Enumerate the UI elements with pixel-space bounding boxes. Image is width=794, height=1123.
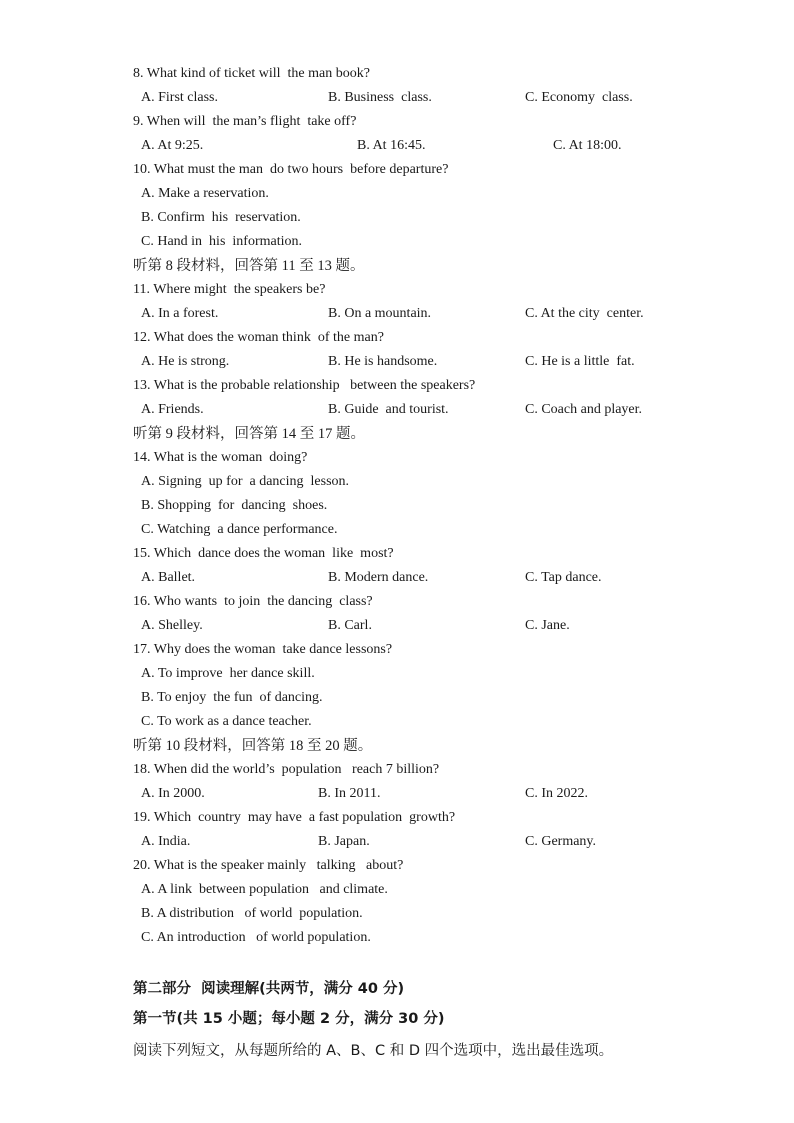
q13-option-b: B. Guide and tourist. xyxy=(328,402,449,417)
q11-option-a: A. In a forest. xyxy=(141,306,219,321)
q17-option-a: A. To improve her dance skill. xyxy=(141,666,315,681)
q11-option-b: B. On a mountain. xyxy=(328,306,432,321)
q8-option-b: B. Business class. xyxy=(328,90,432,105)
question-17: 17. Why does the woman take dance lessons? xyxy=(133,642,393,657)
question-9: 9. When will the man’s flight take off? xyxy=(133,114,357,129)
q16-option-a: A. Shelley. xyxy=(141,618,203,633)
q17-option-b: B. To enjoy the fun of dancing. xyxy=(141,690,323,705)
q10-option-b: B. Confirm his reservation. xyxy=(141,210,301,225)
q8-option-a: A. First class. xyxy=(141,90,218,105)
q14-option-b: B. Shopping for dancing shoes. xyxy=(141,498,328,513)
q18-option-c: C. In 2022. xyxy=(525,786,588,801)
q12-option-c: C. He is a little fat. xyxy=(525,354,635,369)
q12-option-b: B. He is handsome. xyxy=(328,354,438,369)
q16-option-c: C. Jane. xyxy=(525,618,570,633)
q13-option-a: A. Friends. xyxy=(141,402,204,417)
question-20: 20. What is the speaker mainly talking about? xyxy=(133,858,404,873)
q10-option-c: C. Hand in his information. xyxy=(141,234,302,249)
question-12: 12. What does the woman think of the man? xyxy=(133,330,384,345)
q15-option-a: A. Ballet. xyxy=(141,570,196,585)
question-10: 10. What must the man do two hours before departure? xyxy=(133,162,449,177)
reading-instruction: 阅读下列短文，从每题所给的 A、B、C 和 D 四个选项中，选出最佳选项。 xyxy=(133,1043,614,1059)
q19-option-b: B. Japan. xyxy=(318,834,370,849)
q10-option-a: A. Make a reservation. xyxy=(141,186,269,201)
question-18: 18. When did the world’s population reach 7 billion? xyxy=(133,762,440,777)
q20-option-c: C. An introduction of world population. xyxy=(141,930,371,945)
section-10-instruction: 听第 10 段材料，回答第 18 至 20 题。 xyxy=(133,738,373,754)
q8-option-c: C. Economy class. xyxy=(525,90,633,105)
q9-option-b: B. At 16:45. xyxy=(357,138,426,153)
question-13: 13. What is the probable relationship between the speakers? xyxy=(133,378,476,393)
part-2-heading: 第二部分 阅读理解(共两节，满分 40 分) xyxy=(133,981,405,997)
q15-option-b: B. Modern dance. xyxy=(328,570,429,585)
q13-option-c: C. Coach and player. xyxy=(525,402,643,417)
q14-option-c: C. Watching a dance performance. xyxy=(141,522,338,537)
section-9-instruction: 听第 9 段材料，回答第 14 至 17 题。 xyxy=(133,426,365,442)
question-15: 15. Which dance does the woman like most? xyxy=(133,546,394,561)
q18-option-b: B. In 2011. xyxy=(318,786,381,801)
q14-option-a: A. Signing up for a dancing lesson. xyxy=(141,474,350,489)
section-1-heading: 第一节(共 15 小题；每小题 2 分，满分 30 分) xyxy=(133,1011,445,1027)
q9-option-c: C. At 18:00. xyxy=(553,138,622,153)
q19-option-a: A. India. xyxy=(141,834,191,849)
q19-option-c: C. Germany. xyxy=(525,834,597,849)
section-8-instruction: 听第 8 段材料，回答第 11 至 13 题。 xyxy=(133,258,365,274)
q11-option-c: C. At the city center. xyxy=(525,306,644,321)
question-16: 16. Who wants to join the dancing class? xyxy=(133,594,373,609)
q18-option-a: A. In 2000. xyxy=(141,786,205,801)
question-8: 8. What kind of ticket will the man book? xyxy=(133,66,370,81)
q20-option-b: B. A distribution of world population. xyxy=(141,906,363,921)
q9-option-a: A. At 9:25. xyxy=(141,138,204,153)
q15-option-c: C. Tap dance. xyxy=(525,570,602,585)
q12-option-a: A. He is strong. xyxy=(141,354,230,369)
q17-option-c: C. To work as a dance teacher. xyxy=(141,714,312,729)
question-11: 11. Where might the speakers be? xyxy=(133,282,326,297)
question-14: 14. What is the woman doing? xyxy=(133,450,308,465)
q16-option-b: B. Carl. xyxy=(328,618,372,633)
question-19: 19. Which country may have a fast population growth? xyxy=(133,810,456,825)
q20-option-a: A. A link between population and climate. xyxy=(141,882,388,897)
